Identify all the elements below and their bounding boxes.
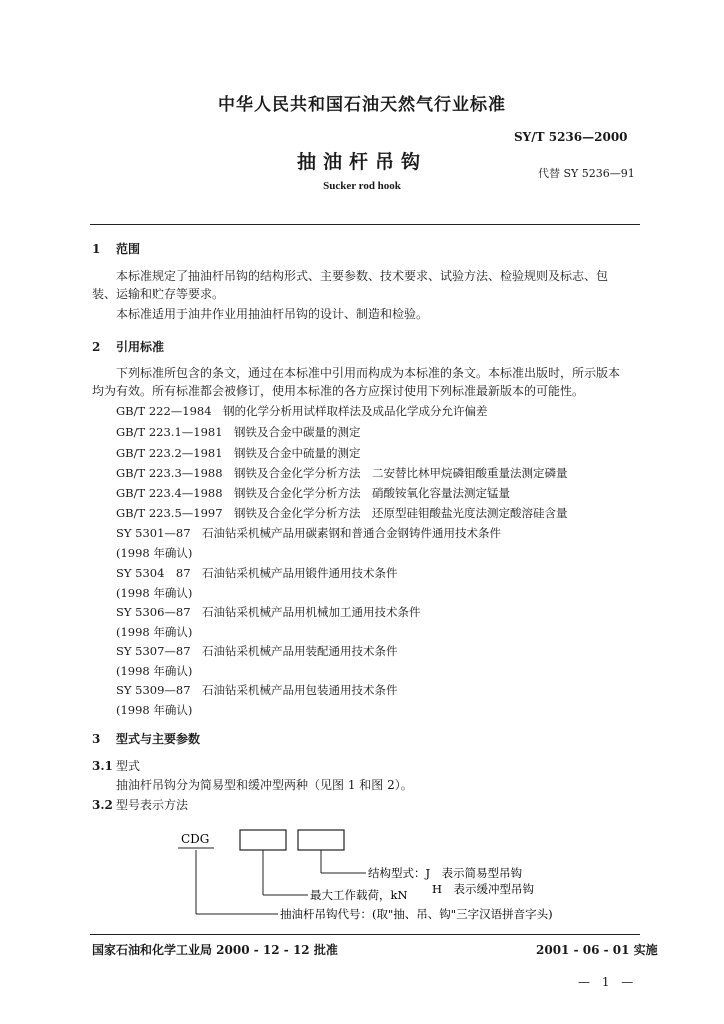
paragraph: 抽油杆吊钩分为简易型和缓冲型两种（见图 1 和图 2）。 xyxy=(116,778,413,792)
section-title: 范围 xyxy=(116,242,141,256)
reference-title: 石油钻采机械产品用机械加工通用技术条件 xyxy=(202,605,421,619)
reference-title: 石油钻采机械产品用装配通用技术条件 xyxy=(202,644,398,658)
section-number: 3 xyxy=(92,732,101,746)
page-number: — 1 — xyxy=(578,975,638,989)
paragraph: 均为有效。所有标准都会被修订，使用本标准的各方应探讨使用下列标准最新版本的可能性。 xyxy=(92,384,585,398)
load-label: 最大工作载荷，kN xyxy=(310,888,408,902)
reference-title: 石油钻采机械产品用锻件通用技术条件 xyxy=(202,566,398,580)
reference-code: GB/T 223.4—1988 xyxy=(116,486,223,500)
diagram-prefix: CDG xyxy=(181,832,210,846)
paragraph: 本标准规定了抽油杆吊钩的结构形式、主要参数、技术要求、试验方法、检验规则及标志、包 xyxy=(116,269,609,283)
reference-title: 钢铁及合金化学分析方法 硝酸铵氧化容量法测定锰量 xyxy=(234,486,511,500)
type-box xyxy=(298,830,344,850)
reference-code: SY 5301—87 xyxy=(116,526,191,540)
reference-code: SY 5304 87 xyxy=(116,566,191,580)
reference-title: 钢的化学分析用试样取样法及成品化学成分允许偏差 xyxy=(223,404,488,418)
section-title: 型式 xyxy=(116,759,141,773)
footer-rule xyxy=(90,934,640,935)
paragraph: 下列标准所包含的条文，通过在本标准中引用而构成为本标准的条文。本标准出版时，所示版本 xyxy=(116,366,621,380)
paragraph: 装、运输和贮存等要求。 xyxy=(92,287,225,301)
section-title: 型号表示方法 xyxy=(116,798,189,812)
reference-title: 钢铁及合金化学分析方法 二安替比林甲烷磷钼酸重量法测定磷量 xyxy=(234,466,568,480)
reference-code: (1998 年确认) xyxy=(116,703,193,717)
reference-title: 石油钻采机械产品用碳素钢和普通合金钢铸件通用技术条件 xyxy=(202,526,502,540)
reference-code: GB/T 223.2—1981 xyxy=(116,446,223,460)
load-box xyxy=(240,830,286,850)
reference-title: 钢铁及合金中硫量的测定 xyxy=(234,446,361,460)
standard-number: SY/T 5236—2000 xyxy=(514,130,628,144)
section-number: 1 xyxy=(92,242,101,256)
reference-code: GB/T 223.3—1988 xyxy=(116,466,223,480)
reference-code: GB/T 223.1—1981 xyxy=(116,425,223,439)
issuing-organization: 中华人民共和国石油天然气行业标准 xyxy=(218,95,506,115)
paragraph: 本标准适用于油井作业用抽油杆吊钩的设计、制造和检验。 xyxy=(116,307,429,321)
type-label-h: H 表示缓冲型吊钩 xyxy=(432,882,535,896)
replaces-note: 代替 SY 5236—91 xyxy=(538,167,635,180)
code-label: 抽油杆吊钩代号：(取"抽、吊、钩"三字汉语拼音字头) xyxy=(280,907,553,921)
reference-code: SY 5309—87 xyxy=(116,683,191,697)
reference-code: (1998 年确认) xyxy=(116,586,193,600)
reference-title: 石油钻采机械产品用包装通用技术条件 xyxy=(202,683,398,697)
approval-line: 国家石油和化学工业局 2000 - 12 - 12 批准 xyxy=(92,943,338,957)
effective-date: 2001 - 06 - 01 实施 xyxy=(536,943,658,957)
reference-code: GB/T 223.5—1997 xyxy=(116,506,223,520)
section-title: 引用标准 xyxy=(116,340,165,354)
type-label: 结构型式：J 表示简易型吊钩 xyxy=(368,866,523,880)
document-title-english: Sucker rod hook xyxy=(323,180,401,192)
reference-code: SY 5306—87 xyxy=(116,605,191,619)
reference-code: (1998 年确认) xyxy=(116,625,193,639)
section-title: 型式与主要参数 xyxy=(116,732,201,746)
reference-title: 钢铁及合金化学分析方法 还原型硅钼酸盐光度法测定酸溶硅含量 xyxy=(234,506,568,520)
reference-code: (1998 年确认) xyxy=(116,546,193,560)
reference-code: (1998 年确认) xyxy=(116,664,193,678)
reference-code: GB/T 222—1984 xyxy=(116,404,212,418)
section-number: 3.2 xyxy=(92,798,113,812)
reference-code: SY 5307—87 xyxy=(116,644,191,658)
section-number: 3.1 xyxy=(92,759,113,773)
document-title: 抽油杆吊钩 xyxy=(296,151,427,173)
section-number: 2 xyxy=(92,340,101,354)
reference-title: 钢铁及合金中碳量的测定 xyxy=(234,425,361,439)
